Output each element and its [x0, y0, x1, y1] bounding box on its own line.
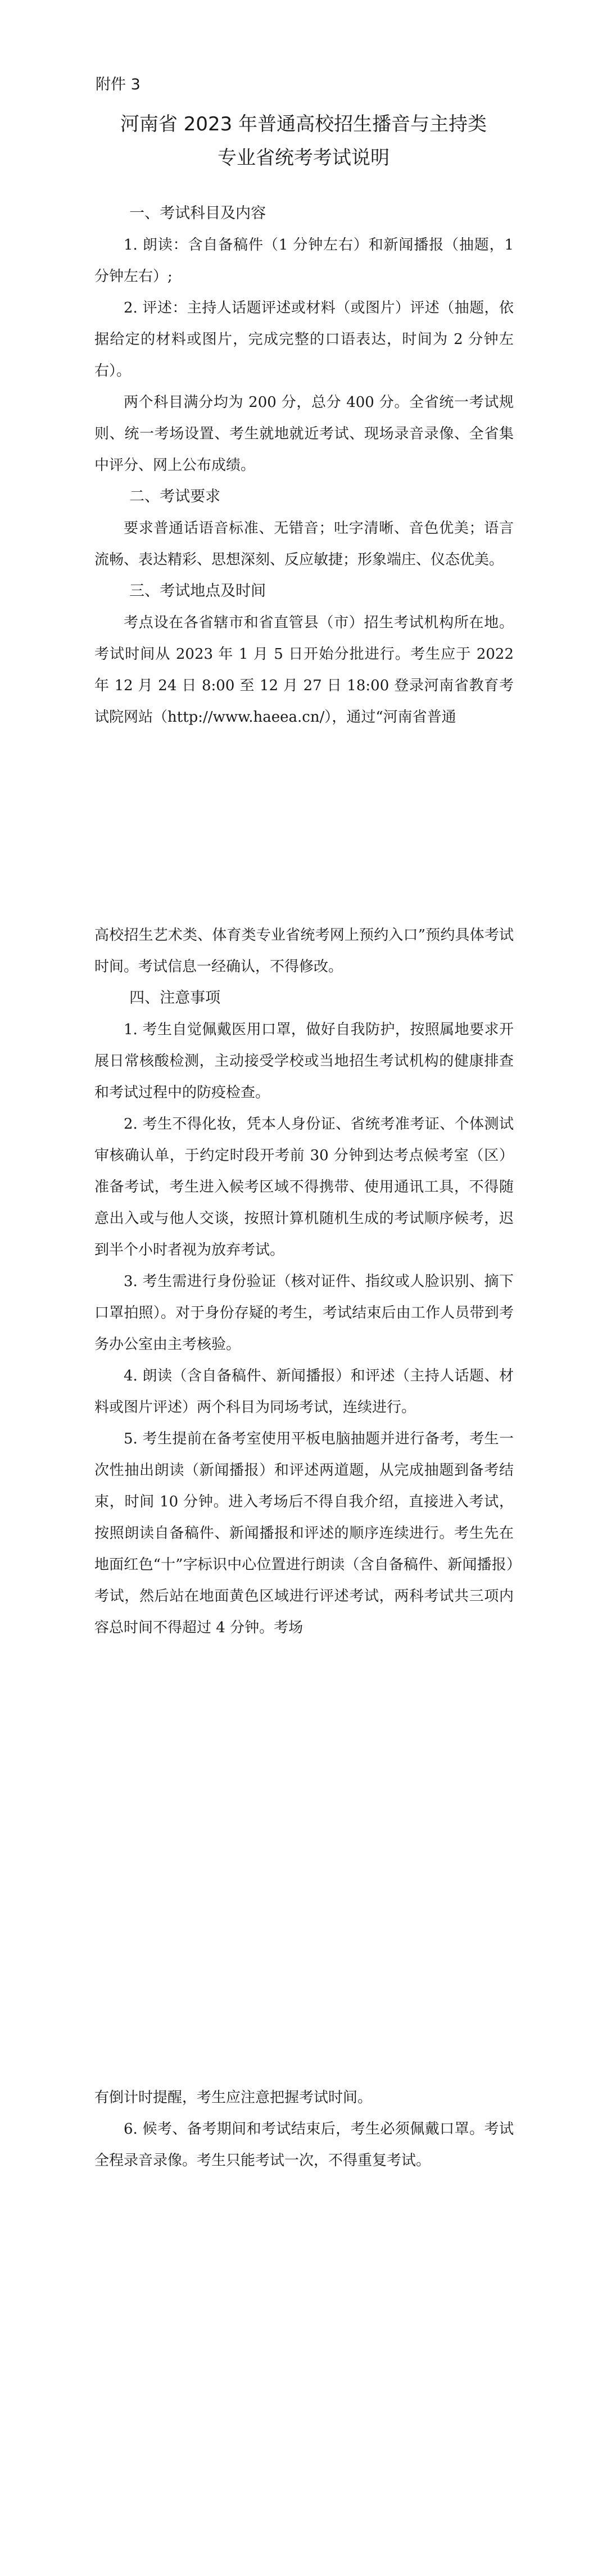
paragraph-scoring: 两个科目满分均为 200 分，总分 400 分。全省统一考试规则、统一考场设置、考生就地就近考试、现场录音录像、全省集中评分、网上公布成绩。 [94, 394, 514, 474]
paragraph-location-time-continued: 高校招生艺术类、体育类专业省统考网上预约入口”预约具体考试时间。考试信息一经确认，不得修改。 [94, 927, 514, 975]
section-heading-location-time: 三、考试地点及时间 [129, 582, 266, 600]
paragraph-note-2: 2. 考生不得化妆，凭本人身份证、省统考准考证、个体测试审核确认单，于约定时段开考前 30 分钟到达考点候考室（区）准备考试，考生进入候考区域不得携带、使用通讯工具，不得随意出入或与他人交谈，按照计算机随机生成的考试顺序候考，迟到半个小时者视为放弃考试。 [94, 1116, 514, 1258]
paragraph-reading: 1. 朗读：含自备稿件（1 分钟左右）和新闻播报（抽题，1 分钟左右）; [94, 237, 514, 285]
section-heading-subjects: 一、考试科目及内容 [129, 205, 266, 222]
paragraph-note-1: 1. 考生自觉佩戴医用口罩，做好自我防护，按照属地要求开展日常核酸检测，主动接受学校或当地招生考试机构的健康排查和考试过程中的防疫检查。 [94, 1021, 514, 1101]
section-heading-notes: 四、注意事项 [129, 989, 221, 1007]
paragraph-commentary: 2. 评述：主持人话题评述或材料（或图片）评述（抽题，依据给定的材料或图片，完成完整的口语表达，时间为 2 分钟左右）。 [94, 300, 514, 379]
paragraph-note-5-continued: 有倒计时提醒，考生应注意把握考试时间。 [94, 2089, 373, 2106]
content-block-2 [94, 920, 514, 1644]
paragraph-location-time: 考点设在各省辖市和省直管县（市）招生考试机构所在地。考试时间从 2023 年 1 月 5 日开始分批进行。考生应于 2022 年 12 月 24 日 8:00 至 12 月 27 日 18:00 登录河南省教育考试院网站（http://www.haeea.cn/），通过“河南省普通 [94, 614, 514, 726]
paragraph-note-6: 6. 候考、备考期间和考试结束后，考生必须佩戴口罩。考试全程录音录像。考生只能考试一次，不得重复考试。 [94, 2121, 514, 2169]
content-block-1 [94, 198, 514, 733]
annex-label: 附件 3 [96, 76, 141, 93]
paragraph-note-4: 4. 朗读（含自备稿件、新闻播报）和评述（主持人话题、材料或图片评述）两个科目为同场考试，连续进行。 [94, 1368, 514, 1416]
document-title-line-2: 专业省统考考试说明 [218, 147, 389, 169]
document-title-line-1: 河南省 2023 年普通高校招生播音与主持类 [120, 113, 487, 135]
paragraph-requirements: 要求普通话语音标准、无错音；吐字清晰、音色优美；语言流畅、表达精彩、思想深刻、反应敏捷；形象端庄、仪态优美。 [94, 520, 514, 568]
section-heading-requirements: 二、考试要求 [129, 488, 221, 505]
paragraph-note-5: 5. 考生提前在备考室使用平板电脑抽题并进行备考，考生一次性抽出朗读（新闻播报）和评述两道题，从完成抽题到备考结束，时间 10 分钟。进入考场后不得自我介绍，直接进入考试，按照朗读自备稿件、新闻播报和评述的顺序连续进行。考生先在地面红色“十”字标识中心位置进行朗读（含自备稿件、新闻播报）考试，然后站在地面黄色区域进行评述考试，两科考试共三项内容总时间不得超过 4 分钟。考场 [94, 1430, 514, 1636]
content-block-3 [94, 2082, 514, 2176]
paragraph-note-3: 3. 考生需进行身份验证（核对证件、指纹或人脸识别、摘下口罩拍照）。对于身份存疑的考生，考试结束后由工作人员带到考务办公室由主考核验。 [94, 1273, 514, 1353]
